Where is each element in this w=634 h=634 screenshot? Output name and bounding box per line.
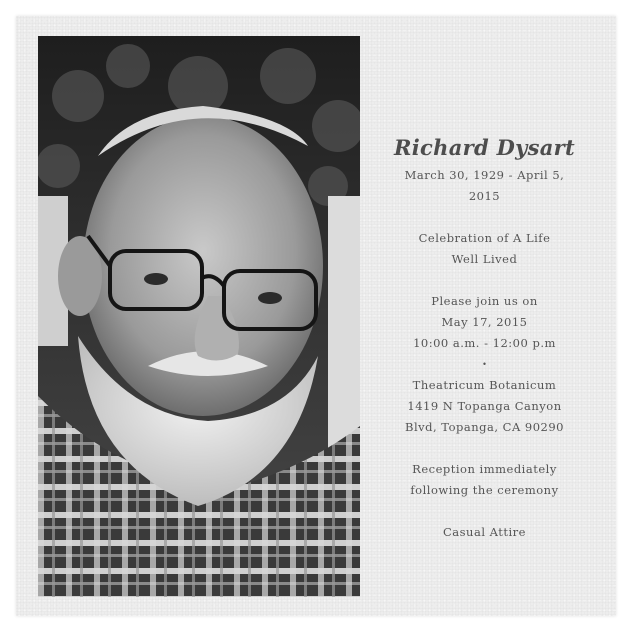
venue-name: Theatricum Botanicum	[412, 378, 557, 393]
event-time: 10:00 a.m. - 12:00 p.m	[413, 336, 556, 351]
portrait-photo	[38, 36, 360, 597]
separator-bullet: •	[482, 360, 487, 370]
invitation-text	[378, 134, 591, 543]
venue-address-line-1: 1419 N Topanga Canyon	[407, 399, 562, 414]
reception-line-2: following the ceremony	[410, 483, 559, 498]
event-date: May 17, 2015	[441, 315, 528, 330]
join-line: Please join us on	[431, 294, 538, 309]
life-dates-line-2: 2015	[468, 189, 501, 204]
celebration-line-2: Well Lived	[451, 252, 518, 267]
honoree-name: Richard Dysart	[394, 135, 575, 160]
attire-line: Casual Attire	[443, 525, 526, 540]
reception-line-1: Reception immediately	[412, 462, 557, 477]
celebration-line-1: Celebration of A Life	[418, 231, 551, 246]
invitation-card	[16, 16, 616, 616]
venue-address-line-2: Blvd, Topanga, CA 90290	[405, 420, 564, 435]
life-dates-line-1: March 30, 1929 - April 5,	[404, 168, 565, 183]
